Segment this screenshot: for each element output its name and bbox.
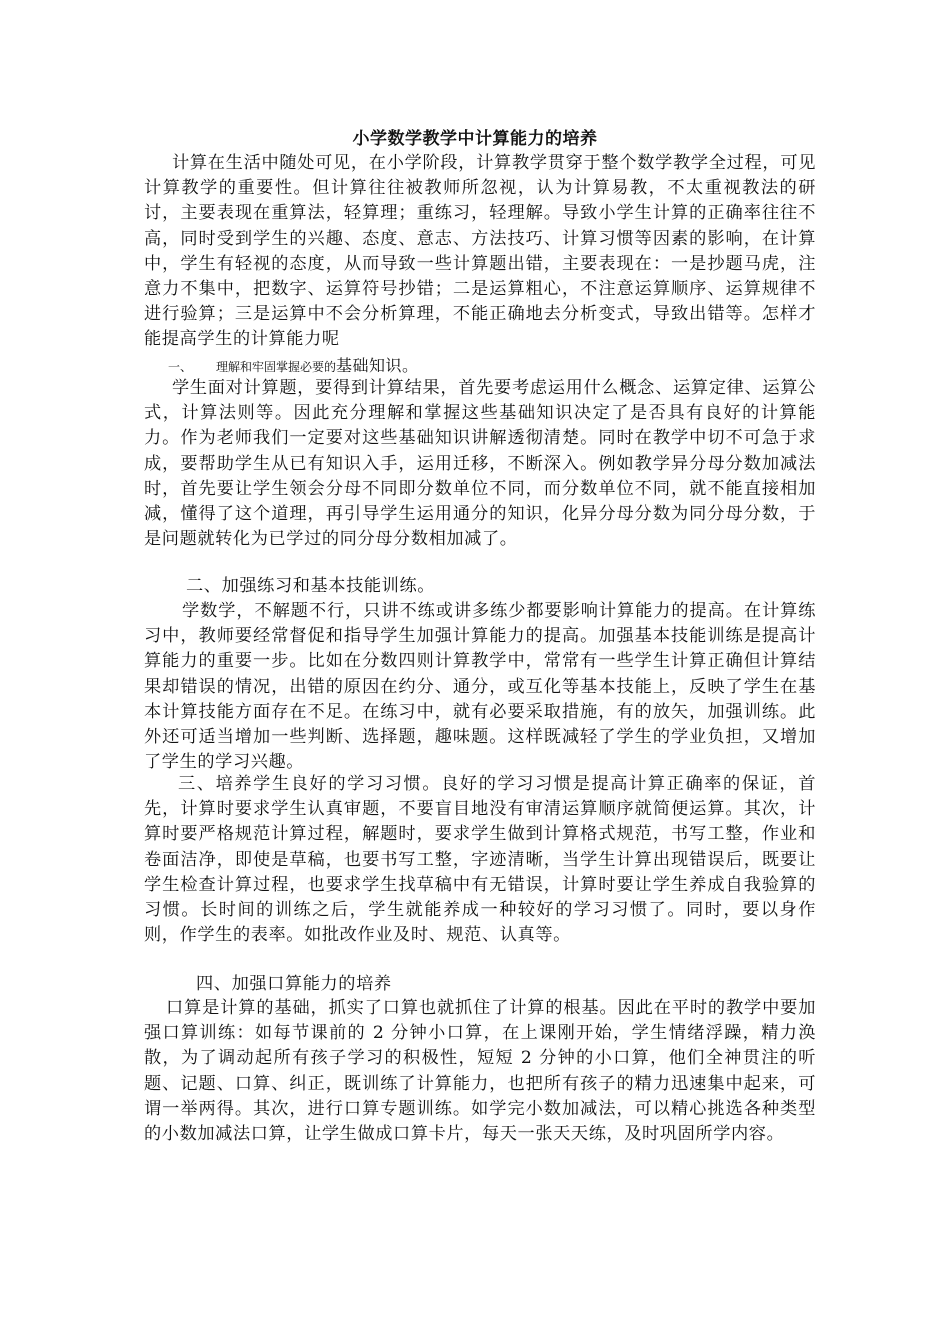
section4-paragraph: 口算是计算的基础，抓实了口算也就抓住了计算的根基。因此在平时的教学中要加强口算训练：如每节课前的 2 分钟小口算，在上课刚开始，学生情绪浮躁，精力涣散，为了调动起所有孩子学习的积极性，短短 2 分钟的小口算，他们全神贯注的听题、记题、口算、纠正，既训练了计算能力，也把所有孩子的精力迅速集中起来，可谓一举两得。其次，进行口算专题训练。如学完小数加减法，可以精心挑选各种类型的小数加减法口算，让学生做成口算卡片，每天一张天天练，及时巩固所学内容。 — [144, 998, 816, 1145]
section2-heading: 二、加强练习和基本技能训练。 — [186, 576, 436, 596]
section1-heading-large-text: 基础知识。 — [336, 356, 419, 375]
document-title: 小学数学教学中计算能力的培养 — [352, 129, 598, 149]
intro-paragraph: 计算在生活中随处可见，在小学阶段，计算教学贯穿于整个数学教学全过程，可见计算教学的重要性。但计算往往被教师所忽视，认为计算易教，不太重视教法的研讨，主要表现在重算法，轻算理；重练习，轻理解。导致小学生计算的正确率往往不高，同时受到学生的兴趣、态度、意志、方法技巧、计算习惯等因素的影响，在计算中，学生有轻视的态度，从而导致一些计算题出错，主要表现在：一是抄题马虎，注意力不集中，把数字、运算符号抄错；二是运算粗心，不注意运算顺序、运算规律不进行验算；三是运算中不会分析算理，不能正确地去分析变式，导致出错等。怎样才能提高学生的计算能力呢 — [144, 153, 816, 350]
section4-heading: 四、加强口算能力的培养 — [196, 974, 392, 994]
section2-paragraph: 学数学，不解题不行，只讲不练或讲多练少都要影响计算能力的提高。在计算练习中，教师要经常督促和指导学生加强计算能力的提高。加强基本技能训练是提高计算能力的重要一步。比如在分数四则计算教学中，常常有一些学生计算正确但计算结果却错误的情况，出错的原因在约分、通分，或互化等基本技能上，反映了学生在基本计算技能方面存在不足。在练习中，就有必要采取措施，有的放矢，加强训练。此外还可适当增加一些判断、选择题，趣味题。这样既减轻了学生的学业负担，又增加了学生的学习兴趣。 — [144, 601, 816, 773]
section1-paragraph: 学生面对计算题，要得到计算结果，首先要考虑运用什么概念、运算定律、运算公式，计算法则等。因此充分理解和掌握这些基础知识决定了是否具有良好的计算能力。作为老师我们一定要对这些基础知识讲解透彻清楚。同时在教学中切不可急于求成，要帮助学生从已有知识入手，运用迁移，不断深入。例如教学异分母分数加减法时，首先要让学生领会分母不同即分数单位不同，而分数单位不同，就不能直接相加减，懂得了这个道理，再引导学生运用通分的知识，化异分母分数为同分母分数，于是问题就转化为已学过的同分母分数相加减了。 — [144, 378, 816, 550]
section1-number: 一、 — [168, 360, 193, 374]
section3-paragraph: 三、培养学生良好的学习习惯。良好的学习习惯是提高计算正确率的保证，首先，计算时要求学生认真审题，不要盲目地没有审清运算顺序就简便运算。其次，计算时要严格规范计算过程，解题时，要求学生做到计算格式规范，书写工整，作业和卷面洁净，即使是草稿，也要书写工整，字迹清晰，当学生计算出现错误后，既要让学生检查计算过程，也要求学生找草稿中有无错误，计算时要让学生养成自我验算的习惯。长时间的训练之后，学生就能养成一种较好的学习习惯了。同时，要以身作则，作学生的表率。如批改作业及时、规范、认真等。 — [144, 774, 816, 946]
section1-heading — [168, 356, 419, 377]
section1-heading-small-text: 理解和牢固掌握必要的 — [216, 360, 337, 374]
